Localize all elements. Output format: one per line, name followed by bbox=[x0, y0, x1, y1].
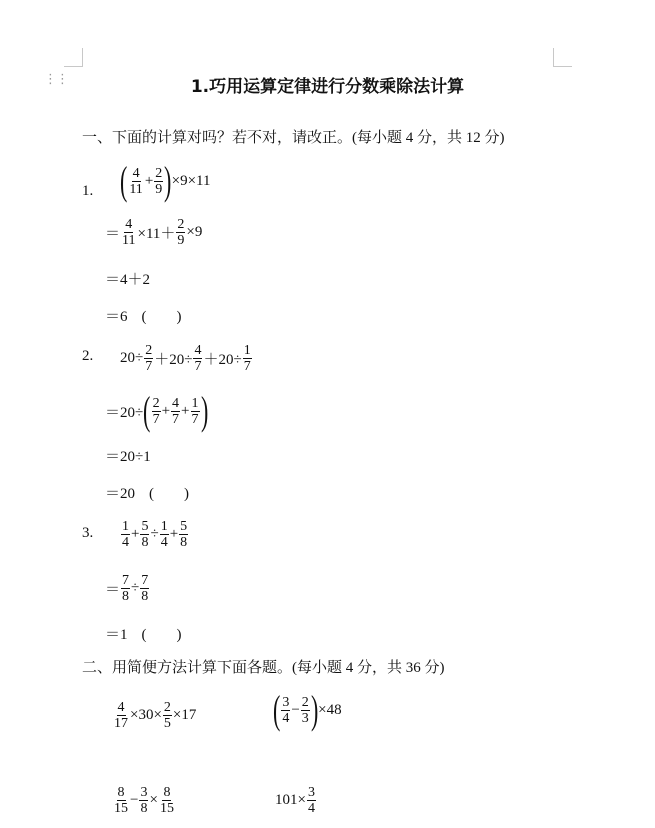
p2-frac-b: $\frac{2}{3}$ bbox=[301, 694, 309, 726]
p3-frac-b: $\frac{3}{8}$ bbox=[140, 784, 148, 816]
problem-4: 101× $\frac{3}{4}$ bbox=[275, 784, 315, 816]
q1-line2: ＝ $\frac{4}{11}$ ×11＋ $\frac{2}{9}$ ×9 bbox=[105, 216, 203, 248]
section-1-label: 一、下面的计算对吗？若不对，请改正。 bbox=[82, 128, 353, 146]
section-2-heading bbox=[82, 656, 445, 677]
q2-answer-blank[interactable]: ( ) bbox=[149, 486, 190, 502]
q3-frac-d: $\frac{5}{8}$ bbox=[180, 518, 188, 550]
problem-2: ( $\frac{3}{4}$ − $\frac{2}{3}$ ) ×48 bbox=[272, 687, 342, 732]
p2-left-paren: ( bbox=[272, 687, 281, 732]
q3-line2: ＝ $\frac{7}{8}$ ÷ $\frac{7}{8}$ bbox=[105, 572, 149, 604]
q1-tail: ×9×11 bbox=[171, 172, 211, 189]
q1-l2-frac-b: $\frac{2}{9}$ bbox=[177, 216, 185, 248]
q2-l2-frac-a: $\frac{2}{7}$ bbox=[152, 395, 160, 427]
q2-left-paren: ( bbox=[143, 388, 151, 433]
q3-frac-a: $\frac{1}{4}$ bbox=[122, 518, 129, 550]
page-title: 1.巧用运算定律进行分数乘除法计算 bbox=[190, 77, 465, 97]
q1-line4: ＝6 ( ) bbox=[105, 305, 182, 326]
p1-frac-b: $\frac{2}{5}$ bbox=[163, 699, 171, 731]
p2-frac-a: $\frac{3}{4}$ bbox=[282, 694, 290, 726]
p2-right-paren: ) bbox=[310, 687, 319, 732]
corner-mark-left bbox=[64, 48, 83, 67]
section-1-note: (每小题 4 分，共 12 分) bbox=[352, 130, 505, 146]
section-2-note: (每小题 4 分，共 36 分) bbox=[292, 660, 445, 676]
p3-frac-a: $\frac{8}{15}$ bbox=[114, 784, 128, 816]
q2-number: 2. bbox=[82, 348, 94, 364]
q1-number: 1. bbox=[82, 183, 94, 199]
q1-frac-b: $\frac{2}{9}$ bbox=[155, 165, 163, 197]
q1-frac-a: $\frac{4}{11}$ bbox=[129, 165, 143, 197]
drag-handle-icon[interactable]: ⋮⋮ bbox=[44, 72, 68, 87]
q1-right-paren: ) bbox=[164, 158, 172, 203]
p4-frac-a: $\frac{3}{4}$ bbox=[307, 784, 315, 816]
q3-l2-frac-b: $\frac{7}{8}$ bbox=[141, 572, 149, 604]
q3-line3: ＝1 ( ) bbox=[105, 623, 182, 644]
q1-left-paren: ( bbox=[119, 158, 128, 203]
section-1-heading bbox=[82, 126, 505, 147]
q2-frac-c: $\frac{1}{7}$ bbox=[243, 342, 251, 374]
section-2-label: 二、用简便方法计算下面各题。 bbox=[82, 658, 293, 676]
q3-frac-c: $\frac{1}{4}$ bbox=[160, 518, 168, 550]
q2-l2-frac-b: $\frac{4}{7}$ bbox=[172, 395, 180, 427]
q2-line4: ＝20 ( ) bbox=[105, 482, 189, 503]
q3-frac-b: $\frac{5}{8}$ bbox=[141, 518, 149, 550]
q2-frac-a: $\frac{2}{7}$ bbox=[145, 342, 153, 374]
p1-frac-a: $\frac{4}{17}$ bbox=[114, 699, 128, 731]
q1-line3: ＝4＋2 bbox=[105, 272, 151, 288]
q1-op: + bbox=[144, 172, 154, 189]
q2-frac-b: $\frac{4}{7}$ bbox=[194, 342, 202, 374]
q1-line1 bbox=[119, 158, 211, 203]
q2-l2-frac-c: $\frac{1}{7}$ bbox=[191, 395, 199, 427]
q1-answer-blank[interactable]: ( ) bbox=[141, 309, 182, 325]
q3-answer-blank[interactable]: ( ) bbox=[141, 627, 182, 643]
q2-line2: ＝20÷ ( $\frac{2}{7}$ + $\frac{4}{7}$ + $\frac{1}{7}$ ) bbox=[105, 388, 208, 433]
q3-l2-frac-a: $\frac{7}{8}$ bbox=[122, 572, 130, 604]
q3-line1: $\frac{1}{4}$ + $\frac{5}{8}$ ÷ $\frac{1}{4}$ + $\frac{5}{8}$ bbox=[122, 518, 188, 550]
q1-l2-frac-a: $\frac{4}{11}$ bbox=[122, 216, 136, 248]
problem-3: $\frac{8}{15}$ − $\frac{3}{8}$ × $\frac{8}{15}$ bbox=[114, 784, 174, 816]
q2-line3: ＝20÷1 bbox=[105, 449, 151, 465]
q2-right-paren: ) bbox=[200, 388, 208, 433]
p3-frac-c: $\frac{8}{15}$ bbox=[159, 784, 174, 816]
q2-line1: 20÷ $\frac{2}{7}$ ＋20÷ $\frac{4}{7}$ ＋20÷ $\frac{1}{7}$ bbox=[120, 342, 251, 374]
q3-number: 3. bbox=[82, 525, 94, 541]
problem-1: $\frac{4}{17}$ ×30× $\frac{2}{5}$ ×17 bbox=[114, 699, 197, 731]
corner-mark-right bbox=[553, 48, 572, 67]
